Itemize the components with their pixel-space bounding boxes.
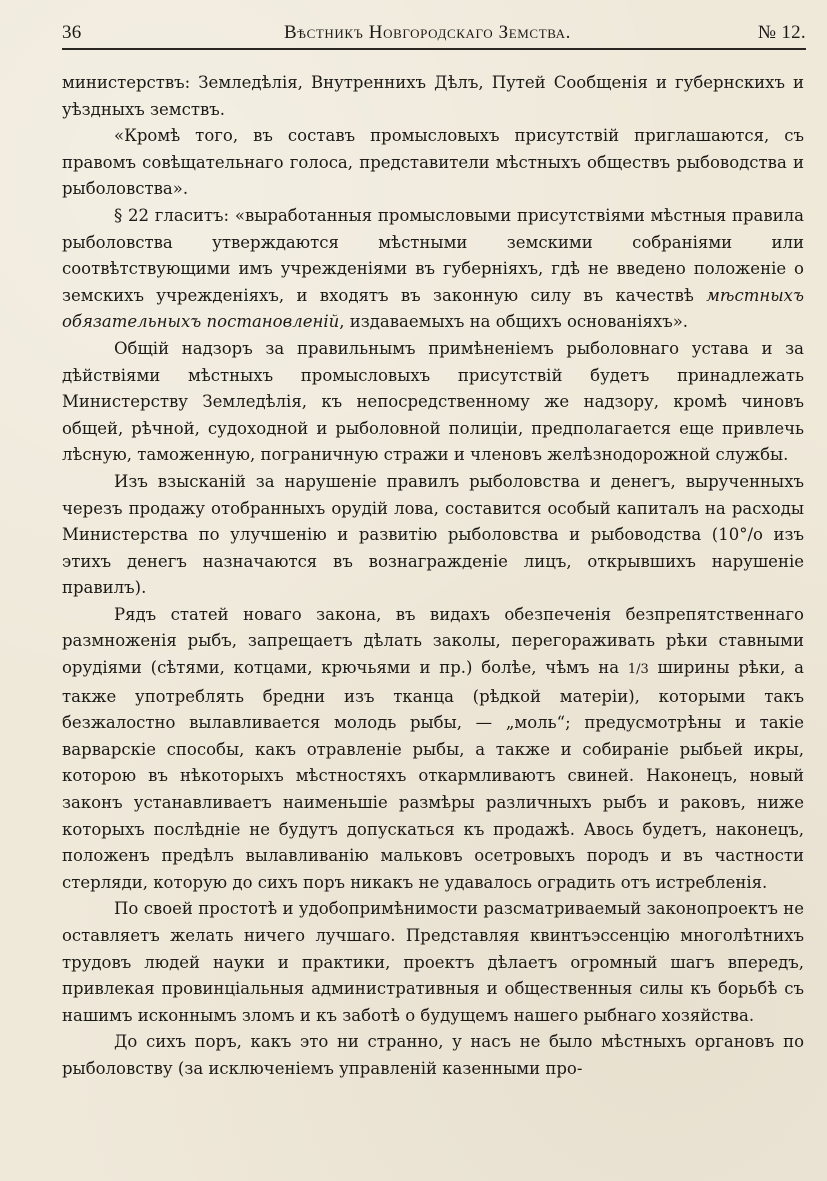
- paragraph-4: Общій надзоръ за правильнымъ примѣненіемъ рыболовнаго устава и за дѣйствіями мѣстныхъ промысловыхъ присутствій будетъ принадлежать Министерству Земледѣлія, къ непосредственному же надзору, кромѣ чиновъ общей, рѣчной, судоходной и рыболовной полиціи, предполагается еще привлечь лѣсную, таможенную, пограничную стражи и членовъ желѣзнодорожной службы.: [62, 338, 804, 465]
- paragraph-2: «Кромѣ того, въ составъ промысловыхъ присутствій приглашаются, съ правомъ совѣщательнаго голоса, представители мѣстныхъ обществъ рыбоводства и рыболовства».: [62, 126, 804, 199]
- paragraph-8: До сихъ поръ, какъ это ни странно, у насъ не было мѣстныхъ органовъ по рыболовству (за исключеніемъ управленій казенными про-: [62, 1032, 804, 1078]
- page-header: [62, 22, 806, 46]
- header-divider: [62, 48, 806, 50]
- fraction: 1/3: [627, 662, 649, 678]
- paragraph-6: [62, 602, 804, 897]
- issue-number: № 12.: [757, 22, 806, 43]
- paragraph-3-italic: мѣстныхъ обязательныхъ постановленій: [62, 285, 804, 332]
- paragraph-3-text: § 22 гласитъ: «выработанныя промысловыми присутствіями мѣстныя правила рыболовства утверждаются мѣстными земскими собраніями или соотвѣтствующими имъ учрежденіями въ губерніяхъ, гдѣ не введено положеніе о земскихъ учрежденіяхъ, и входятъ въ законную силу въ качествѣ: [62, 205, 804, 305]
- page-number: 36: [62, 22, 82, 43]
- paragraph-6-tail: ширины рѣки, а также употреблять бредни изъ тканца (рѣдкой матеріи), которыми такъ безжалостно вылавливается молодь рыбы, — „моль“; предусмотрѣны и такіе варварскіе способы, какъ отравленіе рыбы, а также и собираніе рыбьей икры, которою въ нѣкоторыхъ мѣстностяхъ откармливаютъ свиней. Наконецъ, новый законъ устанавливаетъ наименьшіе размѣры различныхъ рыбъ и раковъ, ниже которыхъ послѣдніе не будутъ допускаться къ продажѣ. Авось будетъ, наконецъ, положенъ предѣлъ вылавливанію мальковъ осетровыхъ породъ и въ частности стерляди, которую до сихъ поръ никакъ не удавалось оградить отъ истребленія.: [62, 658, 804, 892]
- article-body: [62, 70, 804, 1083]
- paragraph-1: министерствъ: Земледѣлія, Внутреннихъ Дѣлъ, Путей Сообщенія и губернскихъ и уѣздныхъ земствъ.: [62, 73, 804, 119]
- paragraph-5: Изъ взысканій за нарушеніе правилъ рыболовства и денегъ, вырученныхъ черезъ продажу отобранныхъ орудій лова, составится особый капиталъ на расходы Министерства по улучшенію и развитію рыболовства и рыбоводства (10°/о изъ этихъ денегъ назначаются въ вознагражденіе лицъ, открывшихъ нарушеніе правилъ).: [62, 471, 804, 598]
- paragraph-3: [62, 203, 804, 336]
- paragraph-7: По своей простотѣ и удобопримѣнимости разсматриваемый законопроектъ не оставляетъ желать ничего лучшаго. Представляя квинтъэссенцію многолѣтнихъ трудовъ людей науки и практики, проектъ дѣлаетъ огромный шагъ впередъ, привлекая провинціальныя административныя и общественныя силы къ борьбѣ съ нашимъ исконнымъ зломъ и къ заботѣ о будущемъ нашего рыбнаго хозяйства.: [62, 899, 804, 1025]
- journal-title: Вѣстникъ Новгородскаго Земства.: [284, 22, 572, 43]
- paragraph-6-text: Рядъ статей новаго закона, въ видахъ обезпеченія безпрепятственнаго размноженія рыбъ, запрещаетъ дѣлать заколы, перегораживать рѣки ставными орудіями (сѣтями, котцами, крючьями и пр.) болѣе, чѣмъ на: [62, 604, 804, 678]
- paragraph-3-tail: , издаваемыхъ на общихъ основаніяхъ».: [339, 312, 689, 332]
